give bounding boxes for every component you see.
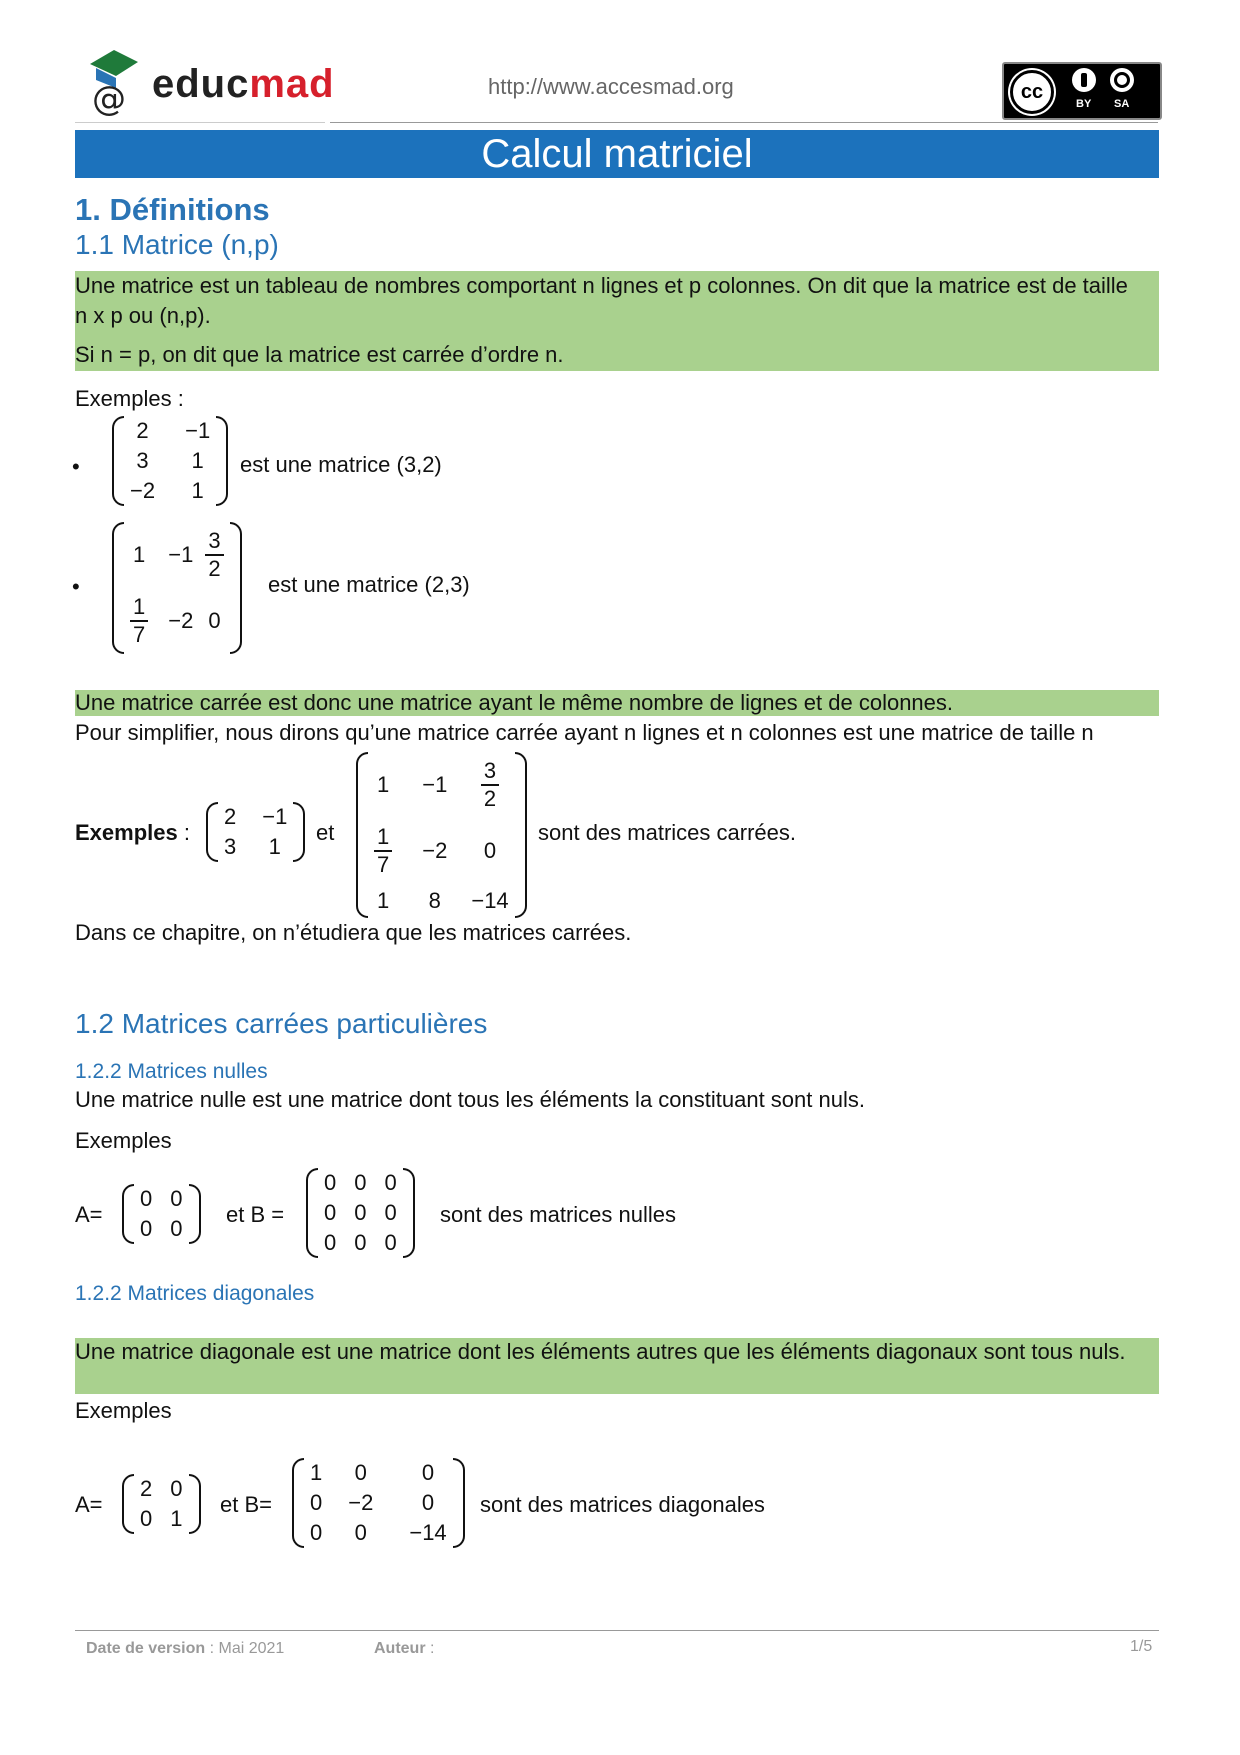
diagonales-description: sont des matrices diagonales: [480, 1492, 765, 1517]
matrix-cell: 0: [384, 1230, 397, 1255]
header-rule-left: [75, 122, 325, 123]
matrix-cell: −2: [348, 1490, 374, 1515]
header-rule: [330, 122, 1158, 123]
matrix-2x2: [206, 802, 305, 862]
logo-text-educ: educ: [152, 62, 250, 106]
footer-date: Date de version : Mai 2021: [86, 1640, 285, 1657]
matrix-cell: −2: [168, 608, 194, 633]
section-heading-particular: 1.2 Matrices carrées particulières: [75, 1008, 488, 1039]
matrix-diag-A: [122, 1474, 201, 1534]
sa-icon: [1110, 68, 1134, 92]
subsection-heading-diagonales: 1.2.2 Matrices diagonales: [75, 1282, 315, 1305]
by-label: BY: [1076, 98, 1092, 110]
matrix-cell: 1: [377, 888, 390, 913]
nulles-description: sont des matrices nulles: [440, 1202, 676, 1227]
etB-label: et B =: [226, 1202, 285, 1227]
matrix-cell: 0: [354, 1520, 367, 1545]
matrix-cell: 0: [384, 1170, 397, 1195]
subsection-heading-nulles: 1.2.2 Matrices nulles: [75, 1060, 268, 1083]
matrix-cell: 1: [268, 834, 281, 859]
cc-license-badge: [1002, 62, 1162, 120]
matrix-cell: 1: [191, 478, 204, 503]
et-label: et: [316, 820, 335, 845]
matrix-cell: −1: [168, 542, 194, 567]
matrix-cell: −14: [409, 1520, 447, 1545]
matrix-ex1: [112, 416, 228, 506]
matrix-3x3: [356, 752, 527, 918]
subsection-heading-matrice: 1.1 Matrice (n,p): [75, 229, 279, 260]
title-bar: [75, 130, 1159, 178]
matrix-cell-fraction: $\frac{3}{2}$: [453, 752, 514, 818]
matrix-cell: 0: [354, 1460, 367, 1485]
graduation-cap-icon: [82, 44, 152, 116]
section-heading-definitions: 1. Définitions: [75, 192, 270, 227]
matrix-cell-fraction: $\frac{1}{7}$: [368, 818, 398, 884]
matrix-cell: 8: [428, 888, 441, 913]
footer-rule: [75, 1630, 1159, 1631]
matrix-cell: 2: [136, 418, 149, 443]
matrix-cell: −1: [422, 772, 448, 797]
bullet: •: [72, 574, 80, 599]
matrix-cell: 1: [310, 1460, 323, 1485]
diagonal-definition-box: [75, 1338, 1159, 1394]
sa-label: SA: [1114, 98, 1130, 110]
footer-author: Auteur :: [374, 1640, 435, 1657]
matrix-cell: 0: [421, 1460, 435, 1485]
matrix-cell: 0: [354, 1200, 367, 1225]
page-number: 1/5: [1130, 1638, 1153, 1655]
matrix-cell: 0: [354, 1230, 367, 1255]
matrix-cell: 0: [140, 1186, 153, 1211]
matrix-cell: 0: [483, 838, 497, 863]
matrix-cell: −1: [185, 418, 211, 443]
matrix-cell: 0: [140, 1216, 153, 1241]
matrix-cell: 3: [136, 448, 149, 473]
matrix-cell: 0: [421, 1490, 435, 1515]
svg-text:@: @: [92, 79, 126, 116]
A-label: A=: [75, 1492, 103, 1517]
examples-label: Exemples: [75, 1398, 172, 1423]
matrix-cell-fraction: $\frac{1}{7}$: [124, 588, 154, 654]
logo: [82, 44, 335, 124]
ex2-description: est une matrice (2,3): [268, 572, 470, 597]
cc-icon: cc: [1010, 70, 1054, 114]
by-icon: [1072, 68, 1096, 92]
matrix-cell: 1: [377, 772, 390, 797]
bullet: •: [72, 454, 80, 479]
matrix-cell: 1: [191, 448, 204, 473]
matrix-cell: 0: [354, 1170, 367, 1195]
matrix-cell: 0: [310, 1490, 323, 1515]
matrix-cell: 1: [170, 1506, 183, 1531]
examples-label: Exemples: [75, 1128, 172, 1153]
matrix-cell: 0: [170, 1186, 183, 1211]
simplify-text: Pour simplifier, nous dirons qu’une matrice carrée ayant n lignes et n colonnes est une matrice de taille n: [75, 720, 1094, 745]
matrix-cell: 0: [324, 1170, 337, 1195]
etB-label: et B=: [220, 1492, 272, 1517]
matrix-cell: 1: [133, 542, 146, 567]
A-label: A=: [75, 1202, 103, 1227]
definition-text-2: Si n = p, on dit que la matrice est carrée d’ordre n.: [75, 342, 564, 367]
matrix-cell: −1: [262, 804, 288, 829]
matrix-cell: 2: [140, 1476, 153, 1501]
matrix-cell: 0: [208, 608, 221, 633]
matrix-cell: 0: [310, 1520, 323, 1545]
matrix-cell: 2: [224, 804, 237, 829]
matrix-null-B: [306, 1168, 415, 1258]
examples-bold-label: Exemples :: [75, 820, 190, 845]
matrix-cell-fraction: $\frac{3}{2}$: [199, 522, 229, 588]
matrix-cell: 3: [224, 834, 237, 859]
ex1-description: est une matrice (3,2): [240, 452, 442, 477]
matrix-cell: 0: [140, 1506, 153, 1531]
matrix-null-A: [122, 1184, 201, 1244]
matrix-cell: 0: [384, 1200, 397, 1225]
diagonal-definition-text: Une matrice diagonale est une matrice dont les éléments autres que les éléments diagonaux sont tous nuls.: [75, 1339, 1126, 1364]
header-url[interactable]: http://www.accesmad.org: [488, 74, 734, 99]
matrix-diag-B: [292, 1458, 465, 1548]
matrix-cell: 0: [170, 1476, 183, 1501]
carrees-description: sont des matrices carrées.: [538, 820, 796, 845]
carree-definition-box: Une matrice carrée est donc une matrice ayant le même nombre de lignes et de colonnes.: [75, 690, 1159, 716]
logo-text-mad: mad: [249, 62, 335, 106]
nulles-definition: Une matrice nulle est une matrice dont tous les éléments la constituant sont nuls.: [75, 1087, 865, 1112]
matrix-cell: −14: [471, 888, 509, 913]
matrix-cell: 0: [170, 1216, 183, 1241]
matrix-cell: 0: [324, 1230, 337, 1255]
matrix-cell: −2: [130, 478, 156, 503]
matrix-cell: 0: [324, 1200, 337, 1225]
examples-label: Exemples :: [75, 386, 184, 411]
matrix-ex2: [112, 522, 242, 654]
definition-box-1: [75, 271, 1159, 371]
matrix-cell: −2: [422, 838, 448, 863]
page-title: Calcul matriciel: [481, 131, 753, 176]
definition-text-1: Une matrice est un tableau de nombres comportant n lignes et p colonnes. On dit que la matrice est de taille n x p ou (n,p).: [75, 273, 1128, 328]
chapter-note: Dans ce chapitre, on n’étudiera que les matrices carrées.: [75, 920, 632, 945]
